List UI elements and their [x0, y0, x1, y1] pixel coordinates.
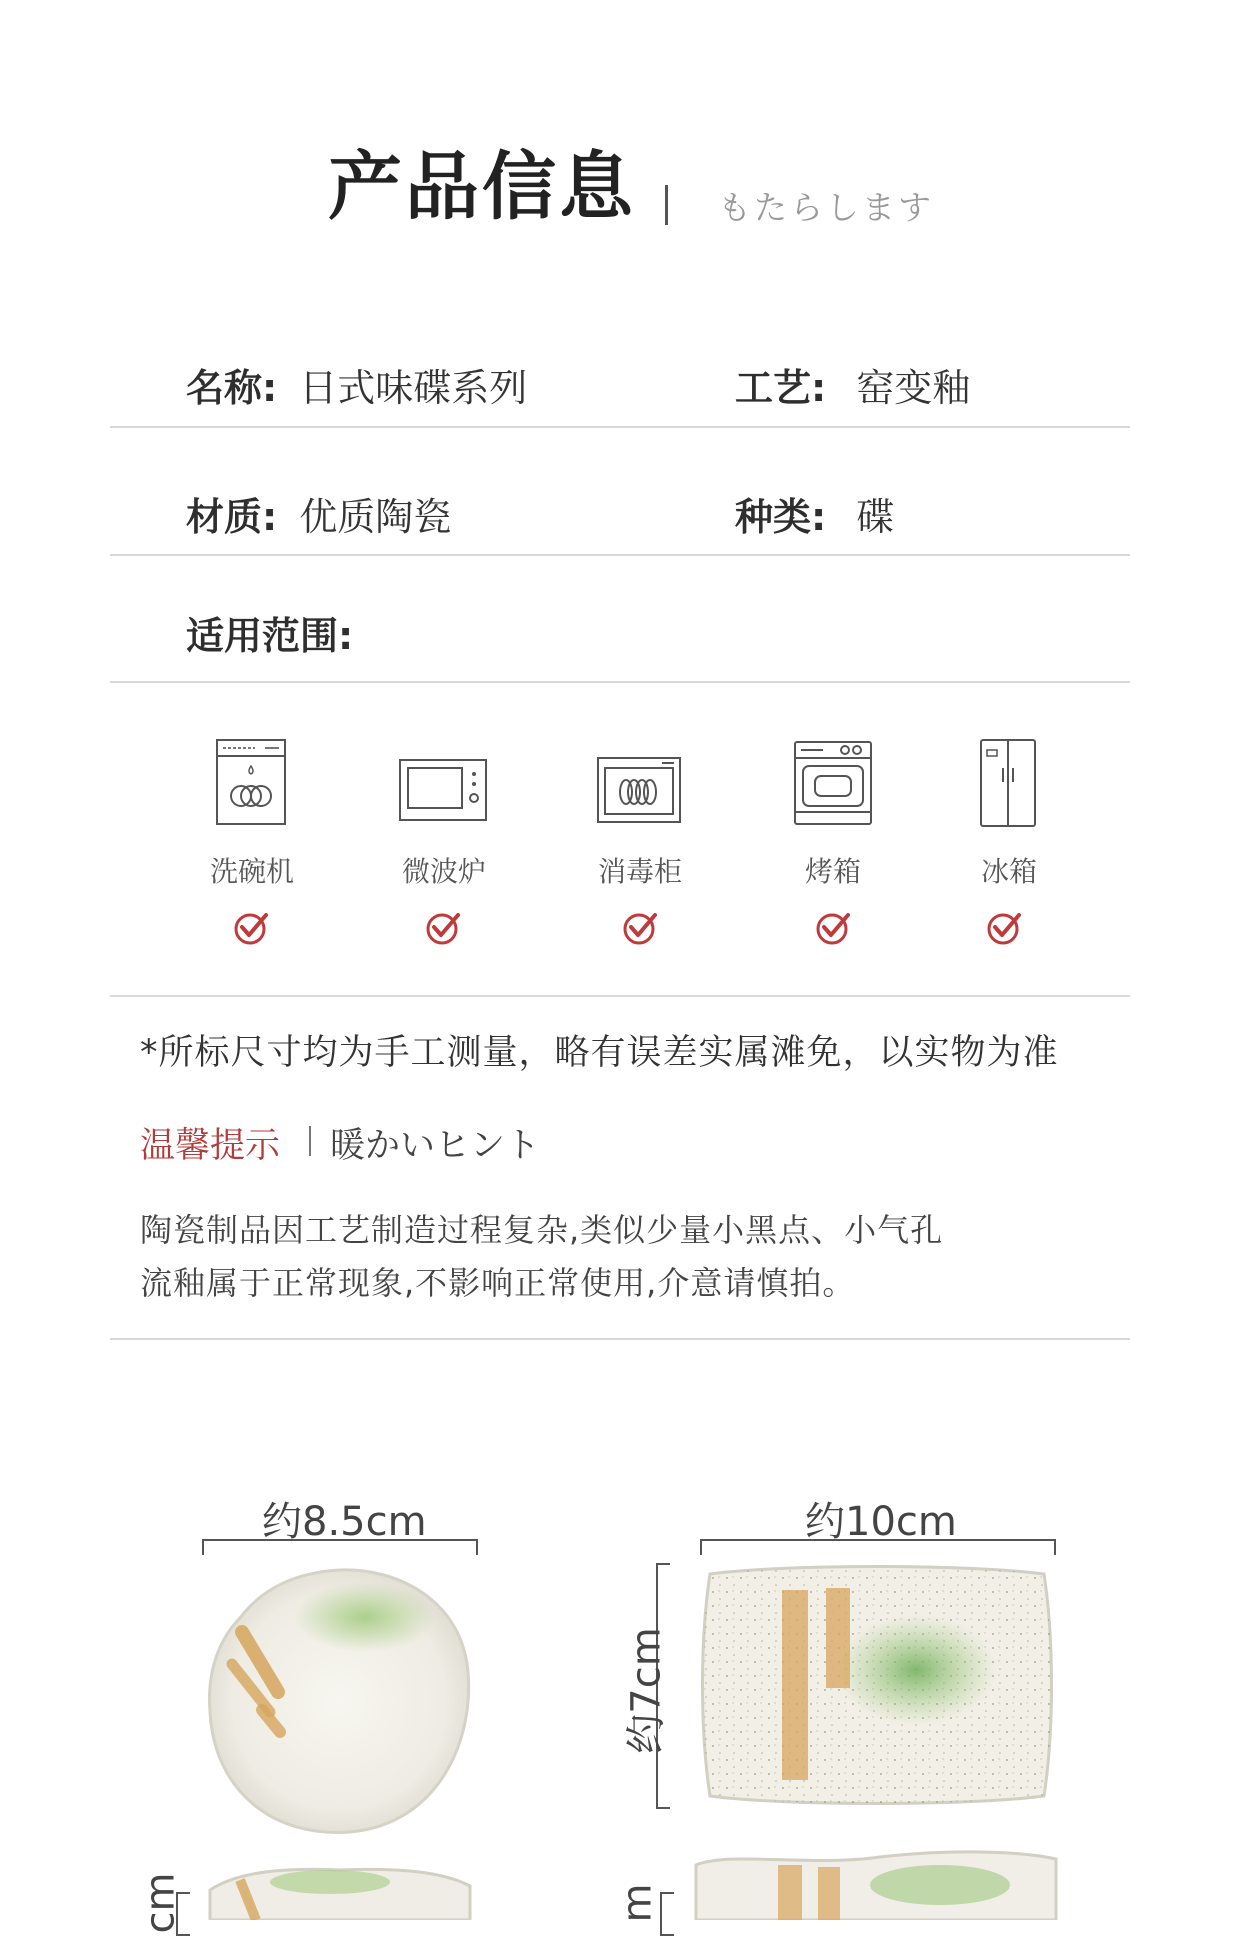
rect-dish-side-bracket	[660, 1892, 674, 1936]
usage-label-sterilizer: 消毒柜	[597, 855, 682, 888]
usage-label-microwave: 微波炉	[401, 855, 486, 888]
microwave-icon	[398, 758, 488, 826]
spec-type-label: 种类:	[735, 495, 827, 539]
tip-title: 温馨提示	[140, 1126, 281, 1166]
oven-icon	[793, 740, 873, 830]
tip-text-line-2: 流釉属于正常现象,不影响正常使用,介意请慎拍。	[140, 1264, 856, 1302]
spec-name-label: 名称:	[186, 366, 278, 410]
spec-craft	[735, 357, 970, 412]
spec-usage	[186, 605, 353, 660]
round-dish-width-bracket	[202, 1539, 478, 1555]
rect-dish-height-label: 约7cm	[623, 1627, 670, 1754]
check-icon	[986, 910, 1022, 950]
divider	[110, 681, 1130, 683]
divider	[110, 426, 1130, 428]
check-icon	[815, 910, 851, 950]
divider	[110, 1338, 1130, 1340]
spec-material	[186, 486, 451, 541]
dishwasher-icon	[215, 738, 287, 830]
spec-craft-value: 窑变釉	[856, 366, 971, 410]
measure-note: *所标尺寸均为手工测量，略有误差实属滩免，以实物为准	[140, 1033, 1059, 1073]
title-divider	[665, 185, 668, 225]
rect-dish-side-image	[690, 1845, 1062, 1924]
sterilizer-icon	[596, 756, 682, 828]
usage-label-fridge: 冰箱	[980, 855, 1037, 888]
spec-type	[735, 486, 894, 541]
check-icon	[233, 910, 269, 950]
spec-material-label: 材质:	[186, 495, 278, 539]
check-icon	[425, 910, 461, 950]
divider	[110, 995, 1130, 997]
round-dish-image	[200, 1562, 480, 1846]
round-dish-height-label: cm	[137, 1872, 184, 1934]
usage-label-oven: 烤箱	[804, 855, 861, 888]
divider	[110, 554, 1130, 556]
check-icon	[622, 910, 658, 950]
round-dish-side-image	[200, 1860, 480, 1924]
spec-type-value: 碟	[856, 495, 895, 539]
spec-material-value: 优质陶瓷	[299, 495, 452, 539]
usage-label-dishwasher: 洗碗机	[209, 855, 294, 888]
fridge-icon	[979, 738, 1037, 832]
rect-dish-width-label: 约10cm	[805, 1499, 957, 1545]
round-dish-width-label: 约8.5cm	[262, 1499, 427, 1545]
spec-name	[186, 357, 527, 412]
rect-dish-image	[696, 1560, 1058, 1814]
rect-dish-width-bracket	[700, 1539, 1056, 1555]
tip-subtitle: 暖かいヒント	[330, 1126, 541, 1166]
tip-text-line-1: 陶瓷制品因工艺制造过程复杂,类似少量小黑点、小气孔	[140, 1211, 944, 1249]
tip-divider	[309, 1126, 311, 1156]
page-title: 产品信息	[328, 144, 636, 230]
rect-dish-side-height-label: m	[614, 1883, 661, 1923]
spec-name-value: 日式味碟系列	[299, 366, 528, 410]
page-subtitle: もたらします	[718, 188, 934, 227]
spec-usage-label: 适用范围:	[186, 614, 354, 658]
spec-craft-label: 工艺:	[735, 366, 827, 410]
